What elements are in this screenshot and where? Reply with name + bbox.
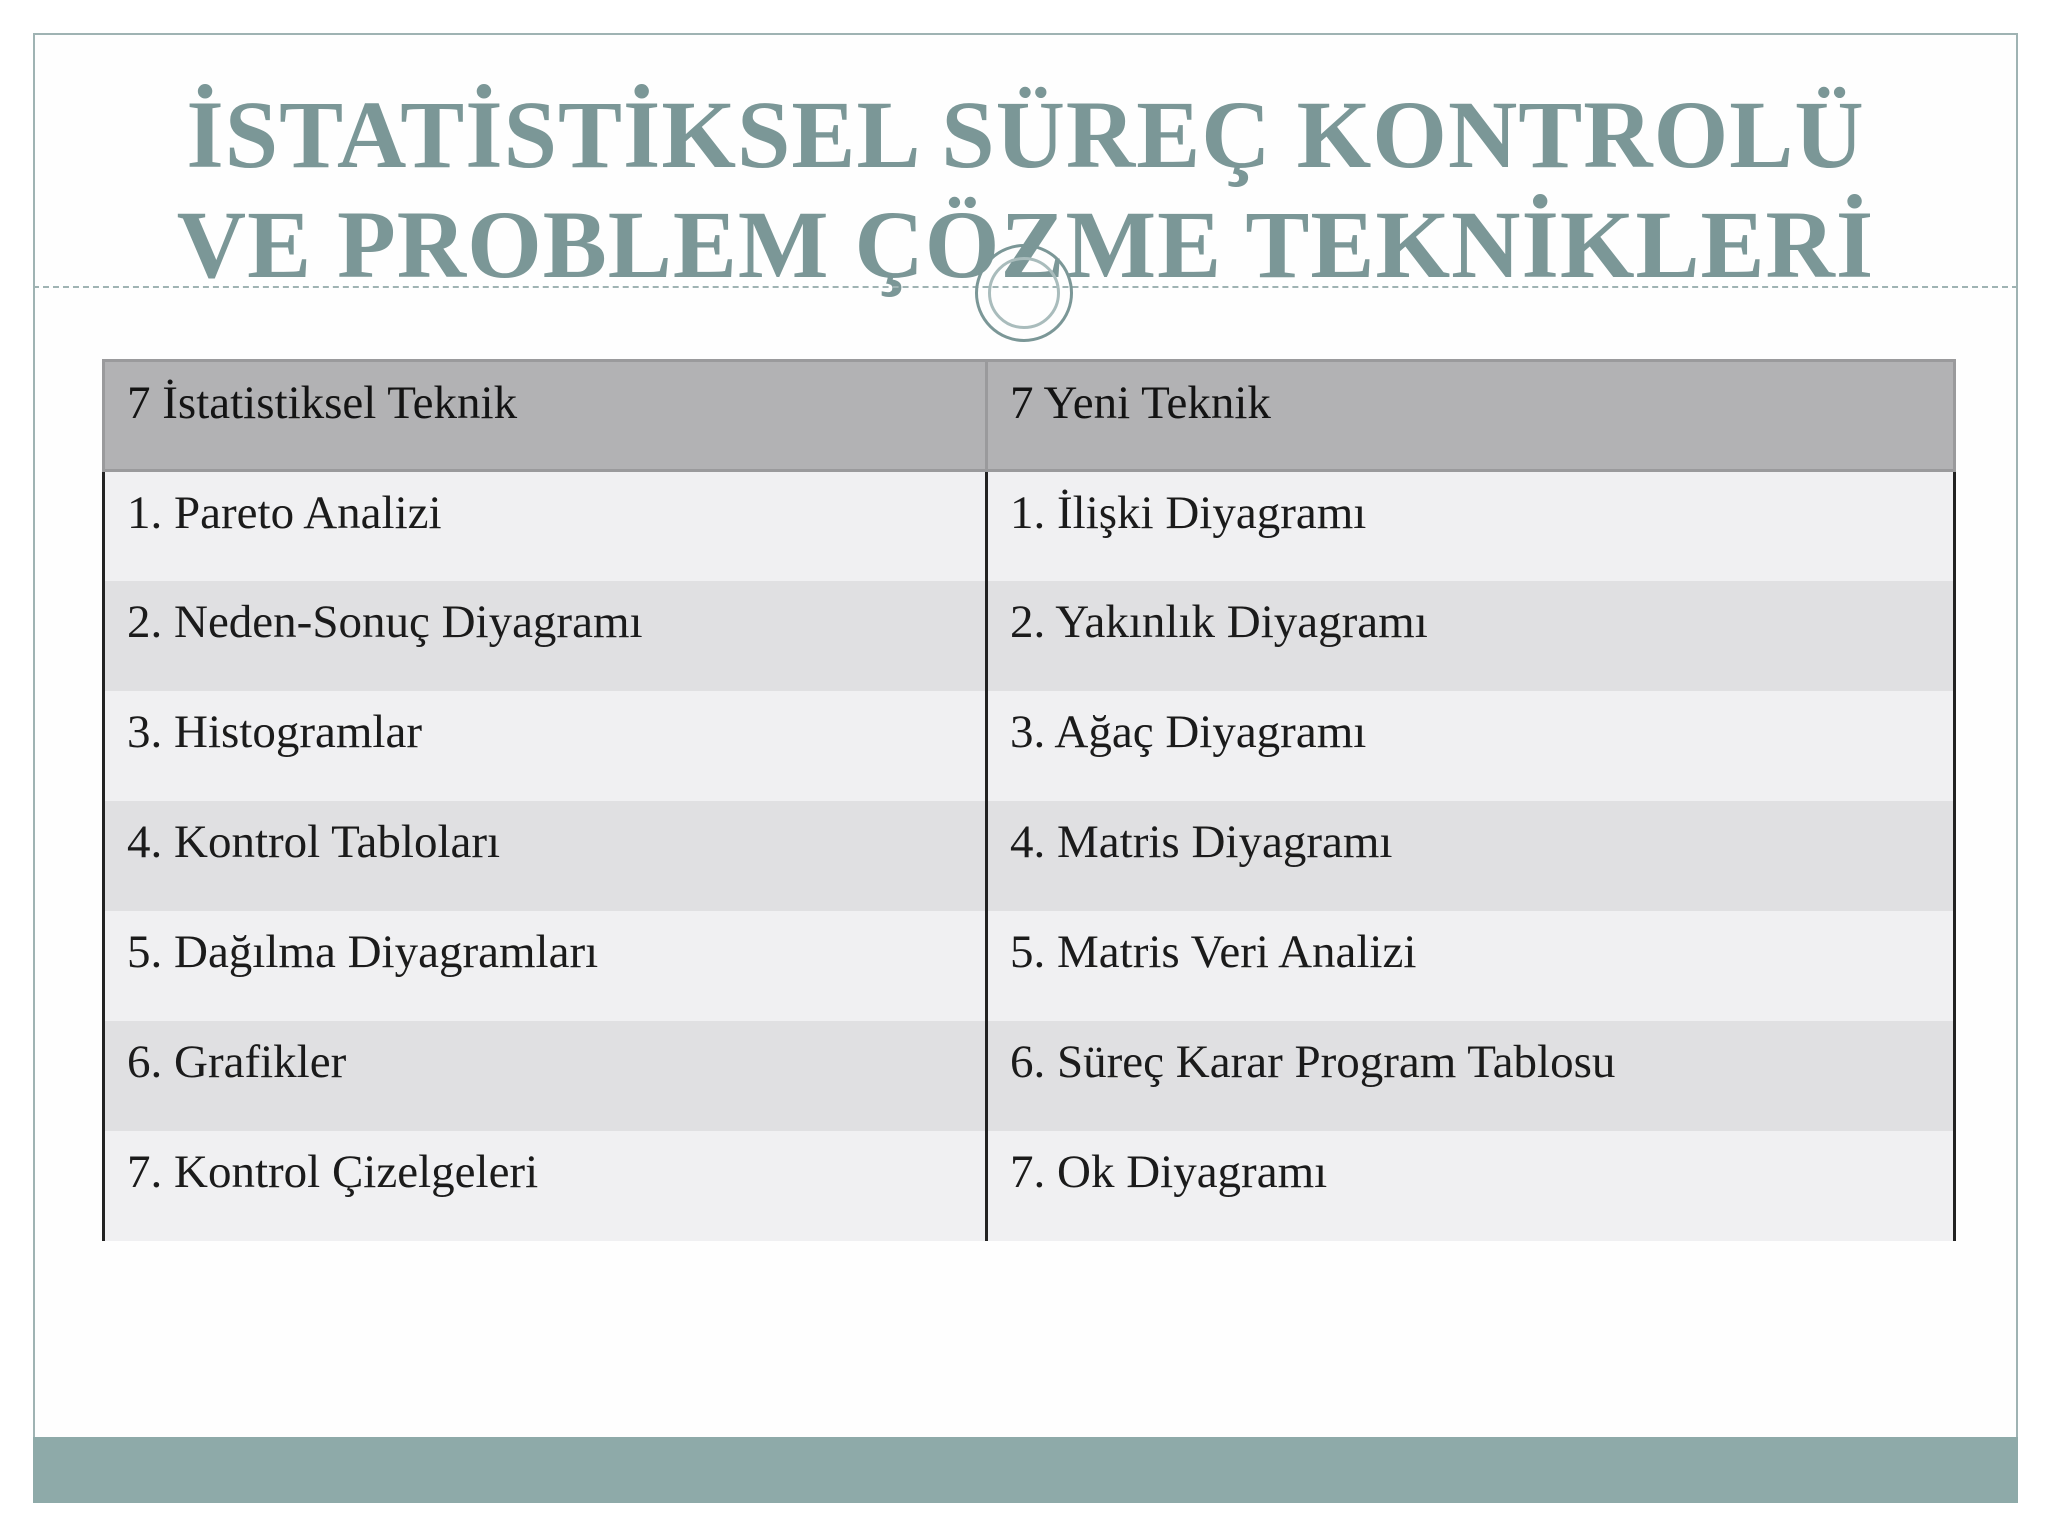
- table-header-row: [104, 361, 1955, 471]
- table-row: [104, 801, 1955, 911]
- table-cell: 4. Kontrol Tabloları: [104, 801, 987, 911]
- table-cell: 6. Süreç Karar Program Tablosu: [987, 1021, 1955, 1131]
- title-line-1: İSTATİSTİKSEL SÜREÇ KONTROLÜ: [186, 81, 1865, 188]
- table-cell: 1. İlişki Diyagramı: [987, 471, 1955, 581]
- techniques-table: [102, 359, 1956, 1241]
- table-row: [104, 471, 1955, 581]
- decorative-inner-ring-icon: [988, 257, 1060, 329]
- table-cell: 5. Matris Veri Analizi: [987, 911, 1955, 1021]
- table-row: [104, 1131, 1955, 1241]
- table-cell: 7. Ok Diyagramı: [987, 1131, 1955, 1241]
- table-cell: 6. Grafikler: [104, 1021, 987, 1131]
- table-cell: 5. Dağılma Diyagramları: [104, 911, 987, 1021]
- title-line-2: VE PROBLEM ÇÖZME TEKNİKLERİ: [176, 191, 1875, 298]
- header-new-techniques: 7 Yeni Teknik: [987, 361, 1955, 471]
- table-cell: 2. Yakınlık Diyagramı: [987, 581, 1955, 691]
- header-statistical-techniques: 7 İstatistiksel Teknik: [104, 361, 987, 471]
- table-row: [104, 691, 1955, 801]
- table-cell: 2. Neden-Sonuç Diyagramı: [104, 581, 987, 691]
- table-cell: 7. Kontrol Çizelgeleri: [104, 1131, 987, 1241]
- table-cell: 4. Matris Diyagramı: [987, 801, 1955, 911]
- table-row: [104, 1021, 1955, 1131]
- table-row: [104, 581, 1955, 691]
- footer-band: [33, 1437, 2018, 1503]
- table-cell: 3. Ağaç Diyagramı: [987, 691, 1955, 801]
- table-row: [104, 911, 1955, 1021]
- table-cell: 1. Pareto Analizi: [104, 471, 987, 581]
- table-cell: 3. Histogramlar: [104, 691, 987, 801]
